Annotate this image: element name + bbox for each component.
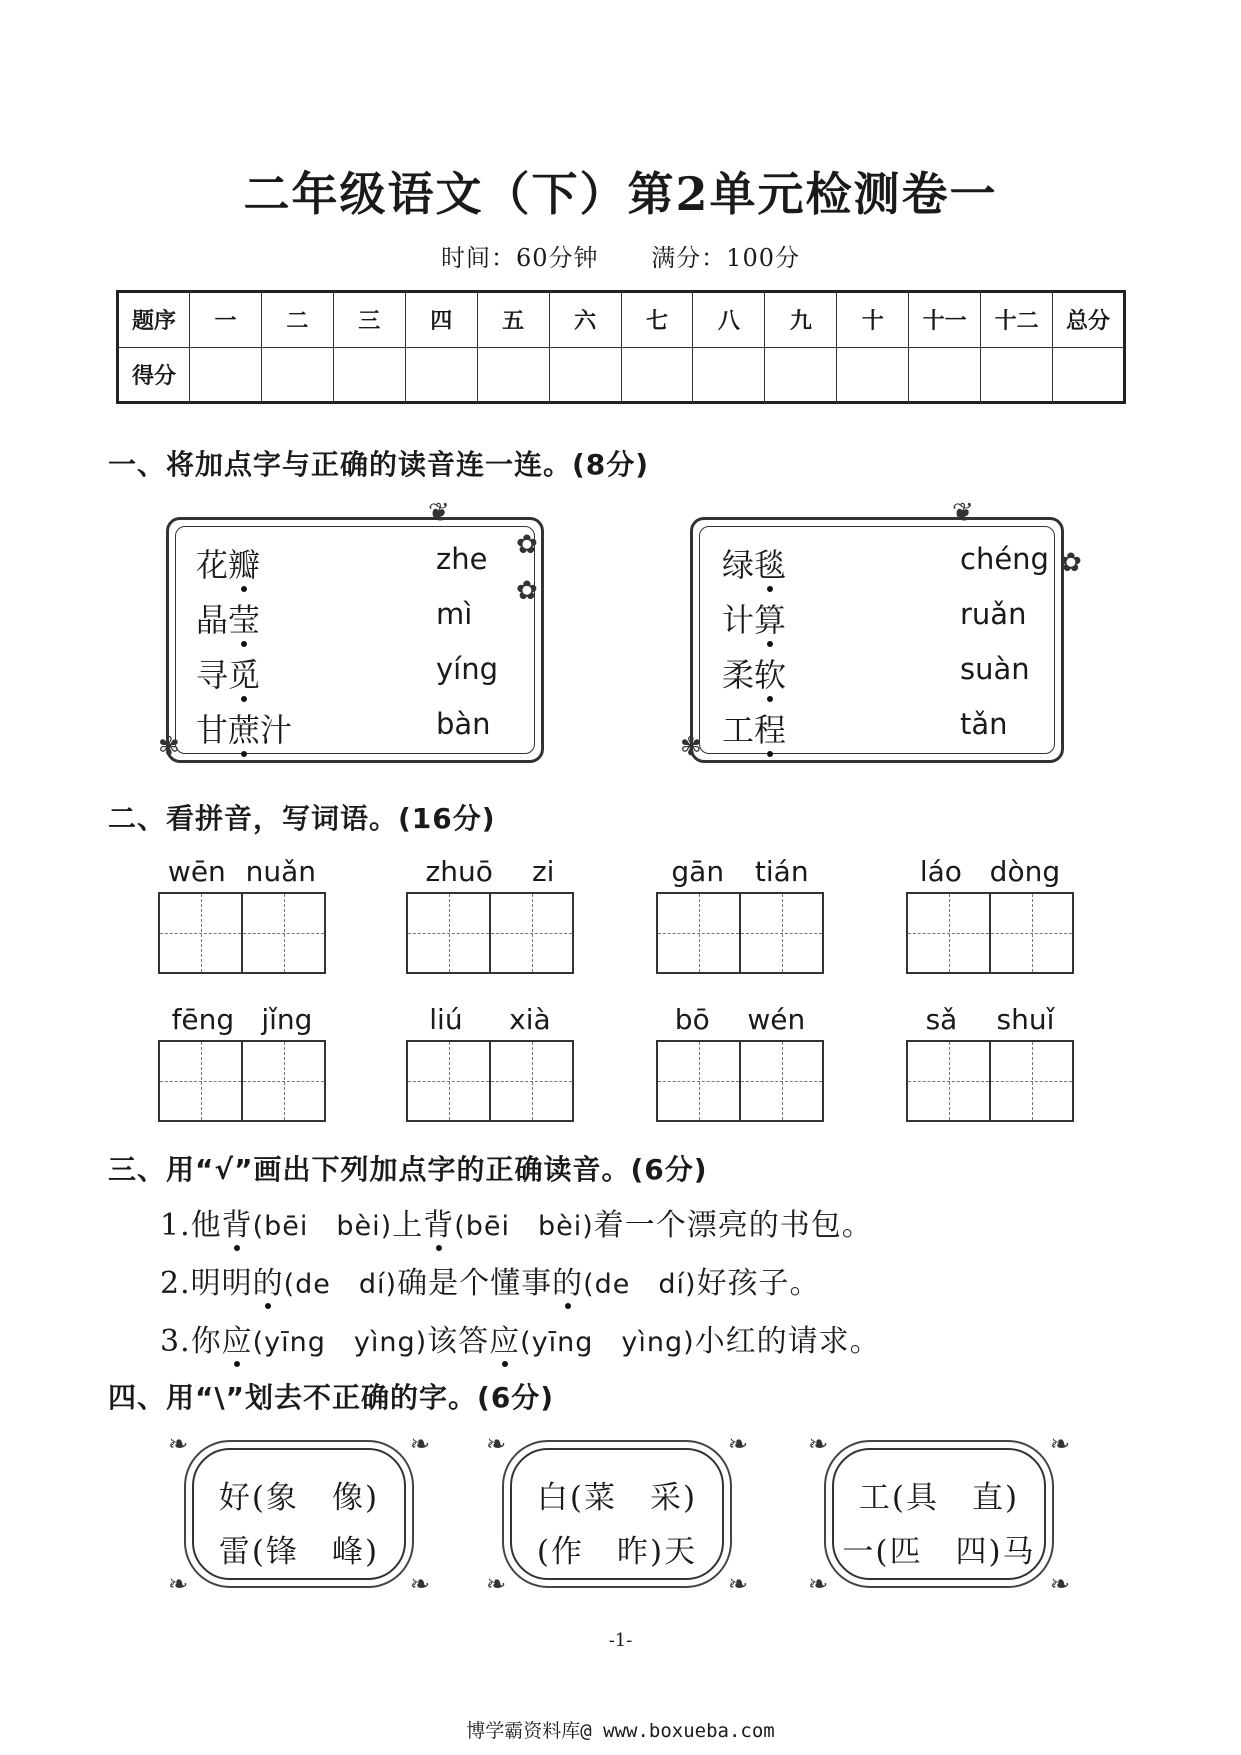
- leaf-ornament-icon: ❧: [168, 1570, 189, 1598]
- butterfly-decoration-icon: ✾: [680, 732, 702, 762]
- section4-choice-line[interactable]: 一(匹 四)马: [842, 1534, 1036, 1570]
- score-cell[interactable]: [693, 347, 765, 403]
- tianzige-grid[interactable]: [406, 892, 574, 974]
- page-number: -1-: [608, 1630, 633, 1651]
- score-cell[interactable]: [765, 347, 837, 403]
- tianzige-cell[interactable]: [741, 1042, 822, 1120]
- score-table-column-header: 三: [333, 292, 405, 348]
- pinyin-writing-item: [906, 1000, 1074, 1122]
- footer-watermark: 博学霸资料库@ www.boxueba.com: [466, 1720, 775, 1742]
- section4-ornate-box: [168, 1430, 430, 1598]
- score-cell[interactable]: [909, 347, 981, 403]
- score-table-column-header: 九: [765, 292, 837, 348]
- section1-heading: 一、将加点字与正确的读音连一连。(8分): [108, 448, 650, 481]
- leaf-ornament-icon: ❧: [409, 1570, 430, 1598]
- tianzige-grid[interactable]: [406, 1040, 574, 1122]
- exam-title: 二年级语文（下）第2单元检测卷一: [243, 167, 998, 221]
- section1-pinyin: suàn: [960, 652, 1030, 686]
- leaf-ornament-icon: ❧: [727, 1430, 748, 1458]
- section1-pinyin: mì: [436, 597, 473, 631]
- score-cell[interactable]: [981, 347, 1053, 403]
- score-table-column-header: 七: [621, 292, 693, 348]
- score-table: [116, 290, 1126, 404]
- tianzige-cell[interactable]: [491, 894, 572, 972]
- section1-word: 绿毯: [722, 546, 787, 584]
- tianzige-cell[interactable]: [908, 894, 991, 972]
- tianzige-cell[interactable]: [658, 1042, 741, 1120]
- vine-decoration-icon: ❦: [428, 498, 450, 528]
- section1-word: 寻觅: [196, 656, 261, 694]
- tianzige-cell[interactable]: [160, 894, 243, 972]
- full-score: 满分：100分: [651, 244, 800, 272]
- tianzige-cell[interactable]: [908, 1042, 991, 1120]
- section1-pinyin: tǎn: [960, 707, 1008, 741]
- score-cell[interactable]: [405, 347, 477, 403]
- score-cell[interactable]: [333, 347, 405, 403]
- section1-pinyin: bàn: [436, 707, 491, 741]
- tianzige-cell[interactable]: [491, 1042, 572, 1120]
- leaf-ornament-icon: ❧: [486, 1430, 507, 1458]
- score-cell[interactable]: [621, 347, 693, 403]
- score-table-column-header: 十: [837, 292, 909, 348]
- flower-decoration-icon: ✿: [516, 576, 538, 606]
- score-cell[interactable]: [477, 347, 549, 403]
- tianzige-cell[interactable]: [408, 894, 491, 972]
- score-cell[interactable]: [190, 347, 262, 403]
- pinyin-writing-item: [158, 852, 326, 974]
- section4-ornate-box: [808, 1430, 1070, 1598]
- leaf-ornament-icon: ❧: [409, 1430, 430, 1458]
- score-table-header-row: [118, 292, 1125, 348]
- flower-decoration-icon: ✿: [516, 530, 538, 560]
- pinyin-writing-item: [656, 852, 824, 974]
- leaf-ornament-icon: ❧: [486, 1570, 507, 1598]
- time-limit: 时间：60分钟: [441, 244, 599, 272]
- section1-pinyin: zhe: [436, 542, 488, 576]
- score-cell[interactable]: [261, 347, 333, 403]
- section1-pinyin: chéng: [960, 542, 1049, 576]
- section1-word: 甘蔗汁: [196, 711, 293, 749]
- section4-choice-line[interactable]: 好(象 像): [218, 1480, 380, 1516]
- section1-pinyin: ruǎn: [960, 597, 1027, 631]
- score-table-score-row: [118, 347, 1125, 403]
- section4-heading: 四、用“\”划去不正确的字。(6分): [108, 1381, 555, 1414]
- pinyin-label: sǎ shuǐ: [925, 1003, 1055, 1036]
- score-table-row-label: 得分: [118, 347, 190, 403]
- score-table-column-header: 二: [261, 292, 333, 348]
- tianzige-cell[interactable]: [991, 1042, 1072, 1120]
- pinyin-writing-item: [906, 852, 1074, 974]
- section4-choice-line[interactable]: 白(菜 采): [536, 1480, 698, 1516]
- section2-heading: 二、看拼音，写词语。(16分): [108, 802, 496, 835]
- pinyin-label: liú xià: [429, 1003, 551, 1036]
- pinyin-writing-item: [158, 1000, 326, 1122]
- score-table-column-header: 五: [477, 292, 549, 348]
- section1-word: 工程: [722, 711, 787, 749]
- tianzige-cell[interactable]: [991, 894, 1072, 972]
- exam-info: [0, 238, 1241, 273]
- tianzige-cell[interactable]: [408, 1042, 491, 1120]
- score-table-column-header: 六: [549, 292, 621, 348]
- score-table-column-header: 八: [693, 292, 765, 348]
- pinyin-label: fēng jǐng: [171, 1003, 313, 1036]
- question-3-1: 1.他背(bēi bèi)上背(bēi bèi)着一个漂亮的书包。: [160, 1208, 873, 1243]
- tianzige-cell[interactable]: [741, 894, 822, 972]
- section1-word: 晶莹: [196, 601, 261, 639]
- pinyin-writing-item: [656, 1000, 824, 1122]
- tianzige-cell[interactable]: [160, 1042, 243, 1120]
- section4-choice-line[interactable]: 雷(锋 峰): [218, 1534, 380, 1570]
- score-table-column-header: 十二: [981, 292, 1053, 348]
- leaf-ornament-icon: ❧: [727, 1570, 748, 1598]
- tianzige-grid[interactable]: [656, 892, 824, 974]
- pinyin-label: bō wén: [674, 1003, 806, 1036]
- flower-decoration-icon: ✿: [1060, 548, 1082, 578]
- leaf-ornament-icon: ❧: [168, 1430, 189, 1458]
- leaf-ornament-icon: ❧: [1049, 1430, 1070, 1458]
- tianzige-grid[interactable]: [906, 892, 1074, 974]
- question-3-2: 2.明明的(de dí)确是个懂事的(de dí)好孩子。: [160, 1266, 821, 1301]
- section1-word: 柔软: [722, 656, 787, 694]
- vine-decoration-icon: ❦: [952, 498, 974, 528]
- tianzige-grid[interactable]: [158, 892, 326, 974]
- score-table-column-header: 四: [405, 292, 477, 348]
- pinyin-writing-item: [406, 1000, 574, 1122]
- score-table-column-header: 一: [190, 292, 262, 348]
- section4-ornate-box: [486, 1430, 748, 1598]
- tianzige-grid[interactable]: [656, 1040, 824, 1122]
- score-table-column-header: 总分: [1053, 292, 1125, 348]
- section4-choice-line[interactable]: 工(具 直): [858, 1480, 1020, 1516]
- leaf-ornament-icon: ❧: [1049, 1570, 1070, 1598]
- section1-word: 花瓣: [196, 546, 261, 584]
- tianzige-grid[interactable]: [906, 1040, 1074, 1122]
- tianzige-cell[interactable]: [243, 894, 324, 972]
- score-cell[interactable]: [549, 347, 621, 403]
- section1-pinyin: yíng: [436, 652, 499, 686]
- leaf-ornament-icon: ❧: [808, 1570, 829, 1598]
- score-table-row-label: 题序: [118, 292, 190, 348]
- score-table-column-header: 十一: [909, 292, 981, 348]
- section1-word: 计算: [722, 601, 787, 639]
- butterfly-decoration-icon: ✾: [158, 732, 180, 762]
- score-cell[interactable]: [837, 347, 909, 403]
- question-3-3: 3.你应(yīng yìng)该答应(yīng yìng)小红的请求。: [160, 1324, 881, 1359]
- section3-heading: 三、用“√”画出下列加点字的正确读音。(6分): [108, 1153, 708, 1186]
- tianzige-grid[interactable]: [158, 1040, 326, 1122]
- pinyin-writing-item: [406, 852, 574, 974]
- tianzige-cell[interactable]: [658, 894, 741, 972]
- pinyin-label: láo dòng: [919, 855, 1061, 888]
- pinyin-label: gān tián: [671, 855, 809, 888]
- pinyin-label: wēn nuǎn: [167, 855, 317, 888]
- tianzige-cell[interactable]: [243, 1042, 324, 1120]
- section4-choice-line[interactable]: (作 昨)天: [536, 1534, 698, 1570]
- score-cell[interactable]: [1053, 347, 1125, 403]
- pinyin-label: zhuō zi: [425, 855, 555, 888]
- leaf-ornament-icon: ❧: [808, 1430, 829, 1458]
